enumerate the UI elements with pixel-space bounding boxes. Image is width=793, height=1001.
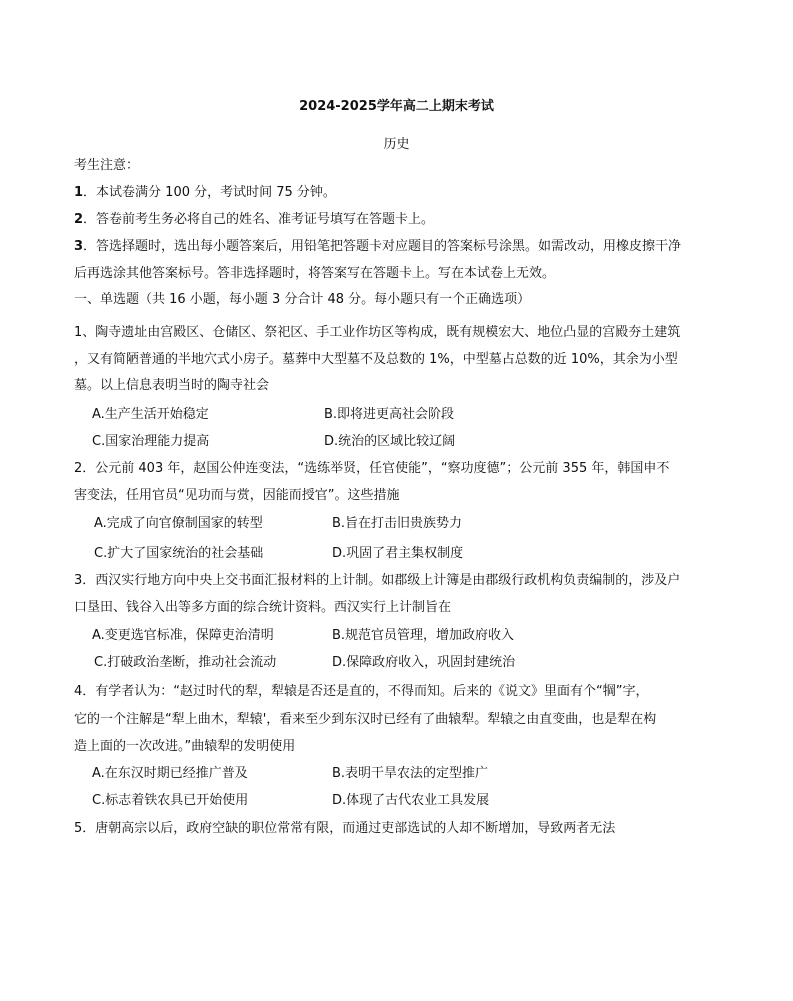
question-3-line: 3．西汉实行地方向中央上交书面汇报材料的上计制。如郡级上计簿是由郡级行政机构负责编制的，涉及户 bbox=[74, 573, 681, 588]
question-2-line: 2．公元前 403 年，赵国公仲连变法，“选练举贤，任官使能”，“察功度德”；公元前 355 年，韩国申不 bbox=[74, 461, 670, 476]
question-1-option-c: C.国家治理能力提高 bbox=[92, 434, 210, 449]
question-3-option-d: D.保障政府收入，巩固封建统治 bbox=[332, 655, 516, 670]
question-1-line: 墓。以上信息表明当时的陶寺社会 bbox=[74, 378, 270, 393]
question-1-line: 1、陶寺遗址由宫殿区、仓储区、祭祀区、手工业作坊区等构成，既有规模宏大、地位凸显的宫殿夯土建筑 bbox=[74, 325, 681, 340]
exam-subject: 历史 bbox=[383, 137, 410, 152]
question-5-line: 5．唐朝高宗以后，政府空缺的职位常常有限，而通过吏部选试的人却不断增加，导致两者无法 bbox=[74, 821, 616, 836]
question-3-option-c: C.打破政治垄断，推动社会流动 bbox=[94, 655, 277, 670]
question-4-option-a: A.在东汉时期已经推广普及 bbox=[92, 766, 248, 781]
question-4-line: 它的一个注解是“犁上曲木，犁辕'，看来至少到东汉时已经有了曲辕犁。犁辕之由直变曲，也是犁在构 bbox=[74, 712, 657, 727]
notice-item: 2．答卷前考生务必将自己的姓名、准考证号填写在答题卡上。 bbox=[74, 212, 435, 227]
question-2-option-a: A.完成了向官僚制国家的转型 bbox=[94, 516, 263, 531]
question-1-line: ，又有简陋普通的半地穴式小房子。墓葬中大型墓不及总数的 1%，中型墓占总数的近 10%，其余为小型 bbox=[74, 352, 678, 367]
question-3-option-b: B.规范官员管理，增加政府收入 bbox=[332, 628, 515, 643]
question-2-option-c: C.扩大了国家统治的社会基础 bbox=[94, 546, 264, 561]
section-header: 一、单选题（共 16 小题，每小题 3 分合计 48 分。每小题只有一个正确选项） bbox=[74, 292, 531, 307]
question-1-option-a: A.生产生活开始稳定 bbox=[92, 407, 209, 422]
question-1-option-b: B.即将进更高社会阶段 bbox=[324, 407, 455, 422]
question-4-line: 造上面的一次改进。”曲辕犁的发明使用 bbox=[74, 739, 296, 754]
notice-header: 考生注意： bbox=[74, 158, 140, 173]
question-2-line: 害变法，任用官员“见功而与赏，因能而授官”。这些措施 bbox=[74, 488, 400, 503]
question-4-line: 4．有学者认为：“赵过时代的犁，犁辕是否还是直的，不得而知。后来的《说文》里面有个“犅”字， bbox=[74, 684, 649, 699]
exam-title: 2024-2025学年高二上期末考试 bbox=[299, 99, 494, 114]
question-4-option-b: B.表明干旱农法的定型推广 bbox=[332, 766, 489, 781]
question-1-option-d: D.统治的区域比较辽阔 bbox=[324, 434, 456, 449]
question-3-option-a: A.变更选官标准，保障吏治清明 bbox=[92, 628, 274, 643]
question-2-option-d: D.巩固了君主集权制度 bbox=[332, 546, 464, 561]
question-3-line: 口垦田、钱谷入出等多方面的综合统计资料。西汉实行上计制旨在 bbox=[74, 600, 452, 615]
question-2-option-b: B.旨在打击旧贵族势力 bbox=[332, 516, 463, 531]
question-4-option-d: D.体现了古代农业工具发展 bbox=[332, 793, 490, 808]
notice-item-continued: 后再选涂其他答案标号。答非选择题时，将答案写在答题卡上。写在本试卷上无效。 bbox=[74, 266, 556, 281]
notice-item: 3．答选择题时，选出每小题答案后，用铅笔把答题卡对应题目的答案标号涂黑。如需改动，用橡皮擦干净 bbox=[74, 239, 682, 254]
question-4-option-c: C.标志着铁农具已开始使用 bbox=[92, 793, 249, 808]
notice-item: 1．本试卷满分 100 分，考试时间 75 分钟。 bbox=[74, 185, 336, 200]
